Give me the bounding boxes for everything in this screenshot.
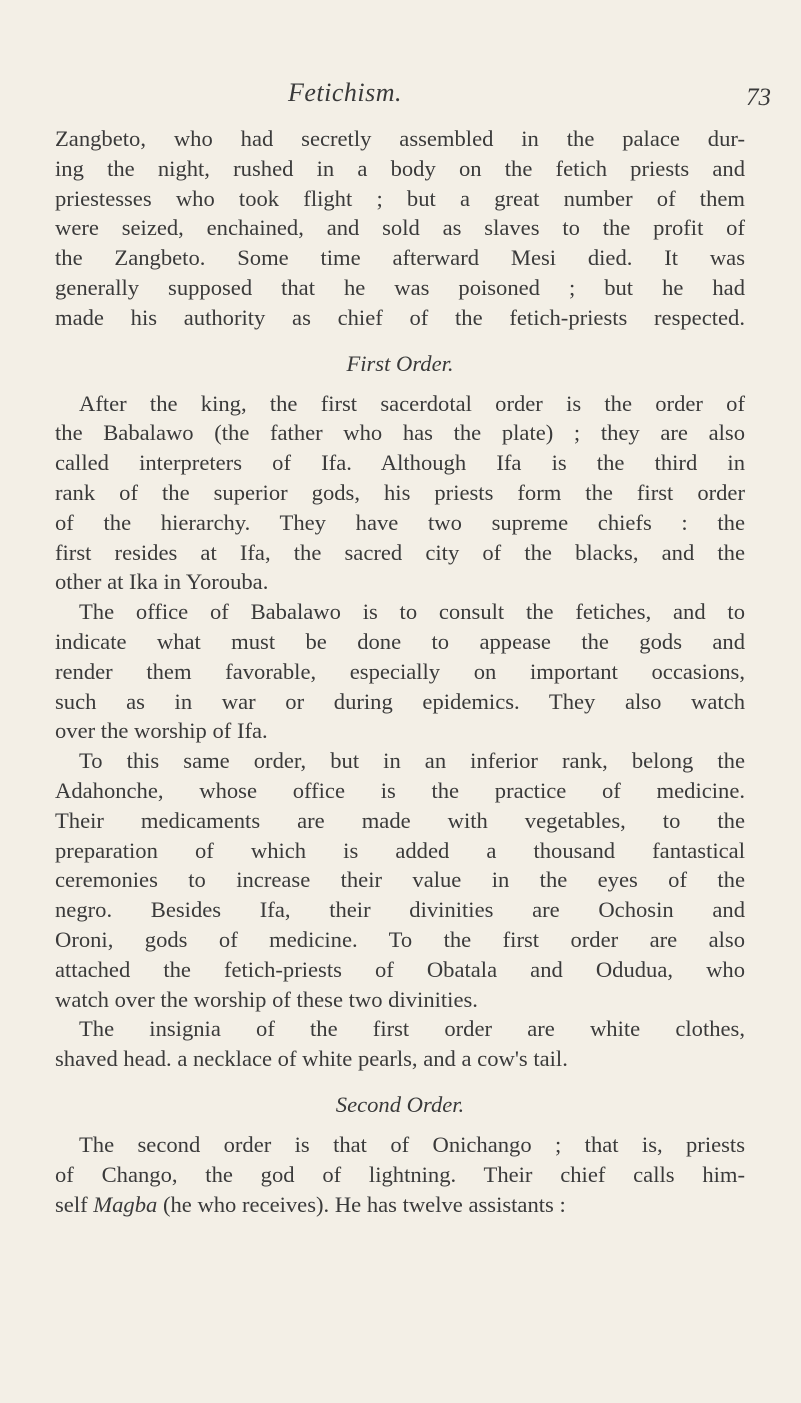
paragraph-babalawo [55,389,745,598]
text-line: other at Ika in Yorouba. [55,569,269,595]
text-line: The office of Babalawo is to consult the fetiches, and to [79,599,745,625]
text-line [55,1190,745,1220]
paragraph-insignia [55,1014,745,1074]
section-heading-first-order: First Order. [346,350,454,376]
text-line: ceremonies to increase their value in the eyes of the [55,867,745,893]
paragraph-adahonche [55,746,745,1014]
text-line: attached the fetich-priests of Obatala and Odudua, who [55,956,745,982]
text-line: shaved head. a necklace of white pearls, and a cow's tail. [55,1046,568,1072]
text-line: generally supposed that he was poisoned ; but he had [55,274,745,300]
text-line: The second order is that of Onichango ; that is, priests [79,1131,745,1157]
text-line: the Zangbeto. Some time afterward Mesi died. It was [55,245,745,271]
running-head [0,78,801,118]
text-line: over the worship of Ifa. [55,718,268,744]
text-line: To this same order, but in an inferior rank, belong the [79,748,745,774]
text-line: ing the night, rushed in a body on the fetich priests and [55,155,745,181]
text-line: After the king, the first sacerdotal order is the order of [79,390,745,416]
page-number: 73 [746,84,771,111]
italic-term-magba: Magba [93,1191,158,1217]
page-body [55,124,745,1219]
text-line: negro. Besides Ifa, their divinities are Ochosin and [55,897,745,923]
text-line: the Babalawo (the father who has the plate) ; they are also [55,420,745,446]
paragraph-office-of-babalawo [55,597,745,746]
text-line: priestesses who took flight ; but a great number of them [55,185,745,211]
text-line: Oroni, gods of medicine. To the first order are also [55,926,745,952]
text-line: The insignia of the first order are white clothes, [79,1016,745,1042]
text-fragment: self [55,1191,94,1217]
text-line: preparation of which is added a thousand fantastical [55,837,745,863]
text-line: made his authority as chief of the fetich-priests respected. [55,304,745,330]
running-title: Fetichism. [288,78,403,107]
text-line: of the hierarchy. They have two supreme chiefs : the [55,509,745,535]
text-line: Their medicaments are made with vegetables, to the [55,807,745,833]
text-line: render them favorable, especially on important occasions, [55,658,745,684]
text-line: such as in war or during epidemics. They also watch [55,688,745,714]
text-line: indicate what must be done to appease the gods and [55,628,745,654]
text-line: called interpreters of Ifa. Although Ifa is the third in [55,450,745,476]
text-line: first resides at Ifa, the sacred city of the blacks, and the [55,539,745,565]
text-line: Adahonche, whose office is the practice of medicine. [55,777,745,803]
section-heading-second-order: Second Order. [335,1091,465,1117]
text-line: Zangbeto, who had secretly assembled in the palace dur- [55,126,745,151]
text-line: rank of the superior gods, his priests form the first order [55,479,745,505]
text-line: watch over the worship of these two divinities. [55,986,478,1012]
paragraph-zangbeto [55,124,745,333]
text-line: were seized, enchained, and sold as slaves to the profit of [55,215,745,241]
text-fragment: (he who receives). He has twelve assistants : [157,1191,566,1217]
text-line: of Chango, the god of lightning. Their chief calls him- [55,1161,745,1187]
paragraph-onichango [55,1130,745,1219]
